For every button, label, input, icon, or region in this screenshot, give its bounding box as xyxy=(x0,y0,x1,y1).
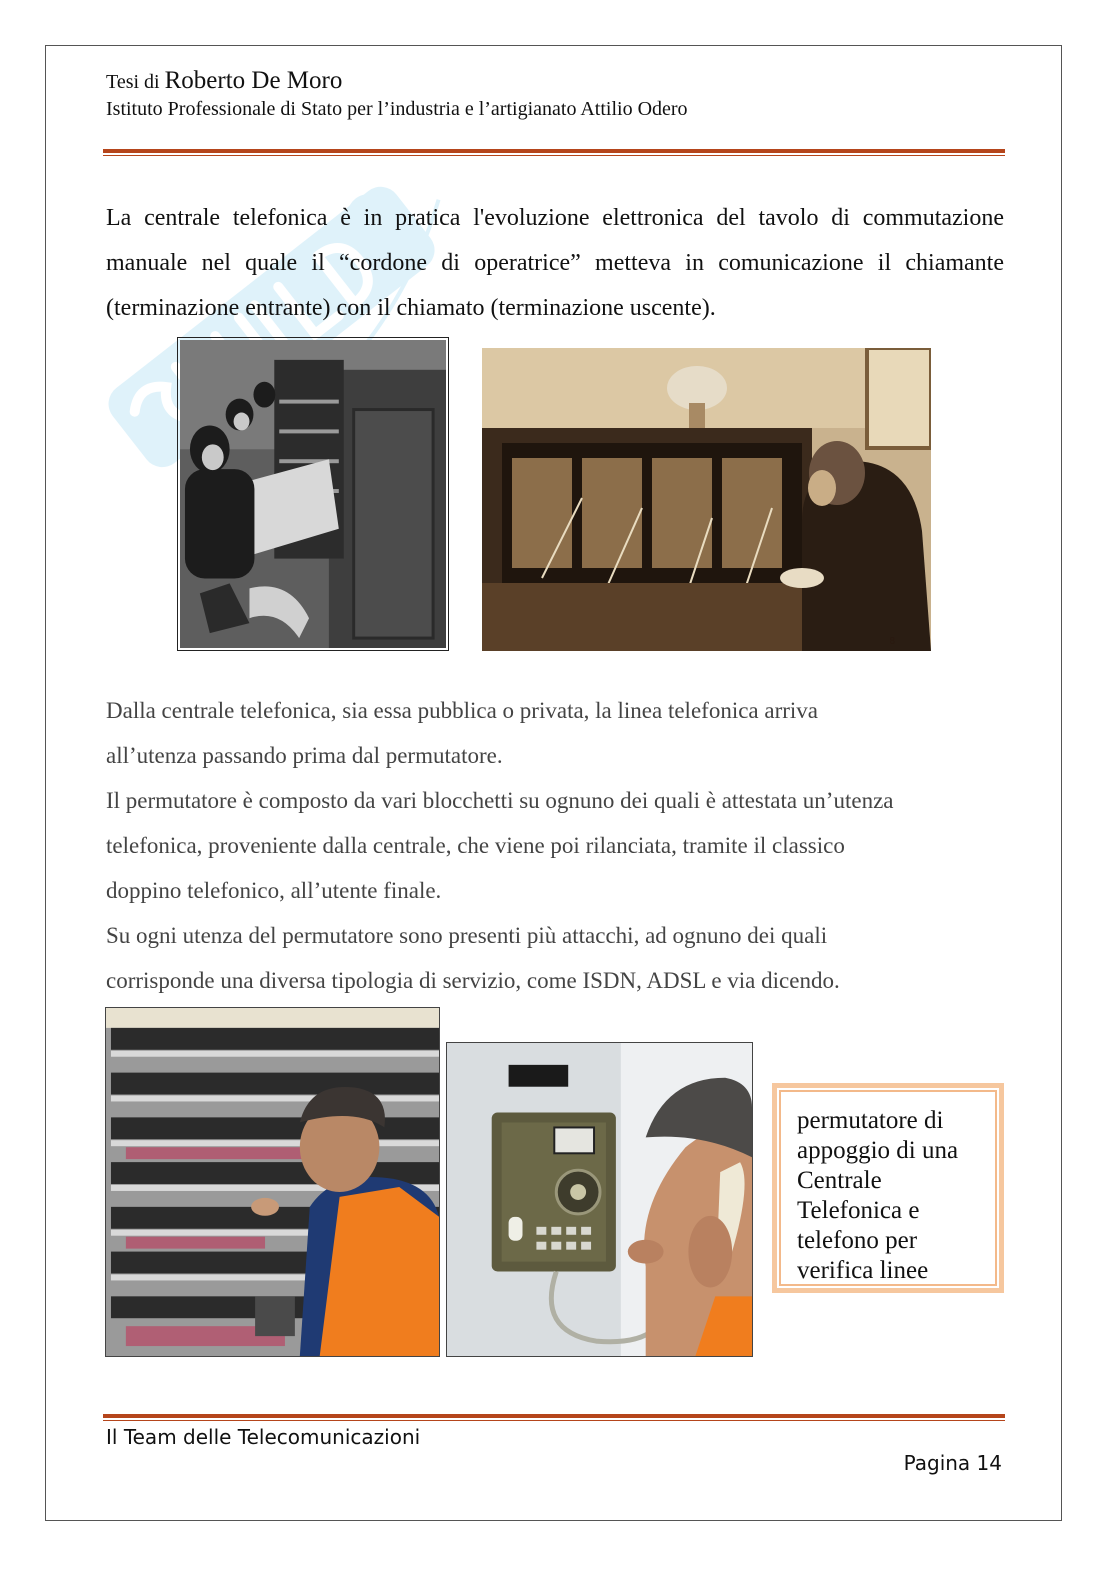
header-author-line xyxy=(106,68,1006,95)
switchboard-photo xyxy=(482,348,931,651)
body-line: Dalla centrale telefonica, sia essa pubblica o privata, la linea telefonica arriva xyxy=(106,698,819,723)
footer-rule xyxy=(103,1414,1005,1421)
page-number: Pagina 14 xyxy=(903,1451,1002,1475)
body-line: Su ogni utenza del permutatore sono presenti più attacchi, ad ognuno dei quali xyxy=(106,923,828,948)
body-line: Il permutatore è composto da vari blocchetti su ognuno dei quali è attestata un’utenza xyxy=(106,788,894,813)
caption-line: telefono per xyxy=(797,1227,918,1254)
intro-paragraph xyxy=(106,196,1004,331)
page-header xyxy=(106,68,1006,123)
body-paragraph xyxy=(106,688,1004,1003)
caption-line: verifica linee xyxy=(797,1257,929,1284)
caption-line: Telefonica e xyxy=(797,1197,920,1224)
photo-number-mark: 8 xyxy=(889,636,895,647)
caption-line: Centrale xyxy=(797,1167,882,1194)
footer-title: Il Team delle Telecomunicazioni xyxy=(106,1425,421,1449)
caption-line: appoggio di una xyxy=(797,1137,959,1164)
test-phone-photo xyxy=(446,1042,753,1357)
header-rule xyxy=(103,149,1005,156)
body-line: doppino telefonico, all’utente finale. xyxy=(106,878,442,903)
header-institute: Istituto Professionale di Stato per l’industria e l’artigianato Attilio Odero xyxy=(106,98,688,120)
caption-text xyxy=(779,1090,997,1286)
caption-line: permutatore di xyxy=(797,1107,944,1134)
body-line: telefonica, proveniente dalla centrale, che viene poi rilanciata, tramite il classico xyxy=(106,833,845,858)
photo-caption xyxy=(772,1083,1004,1293)
intro-text: La centrale telefonica è in pratica l'evoluzione elettronica del tavolo di commutazione manuale nel quale il “cordone di operatrice” metteva in comunicazione il chiamante (terminazione entrante) con il chiamato (terminazione uscente). xyxy=(106,205,1004,321)
body-line: all’utenza passando prima dal permutatore. xyxy=(106,743,503,768)
header-prefix: Tesi di xyxy=(106,71,160,93)
body-line: corrisponde una diversa tipologia di servizio, come ISDN, ADSL e via dicendo. xyxy=(106,968,840,993)
distribution-frame-photo xyxy=(105,1007,440,1357)
header-author: Roberto De Moro xyxy=(164,67,343,94)
operators-photo xyxy=(177,337,449,651)
